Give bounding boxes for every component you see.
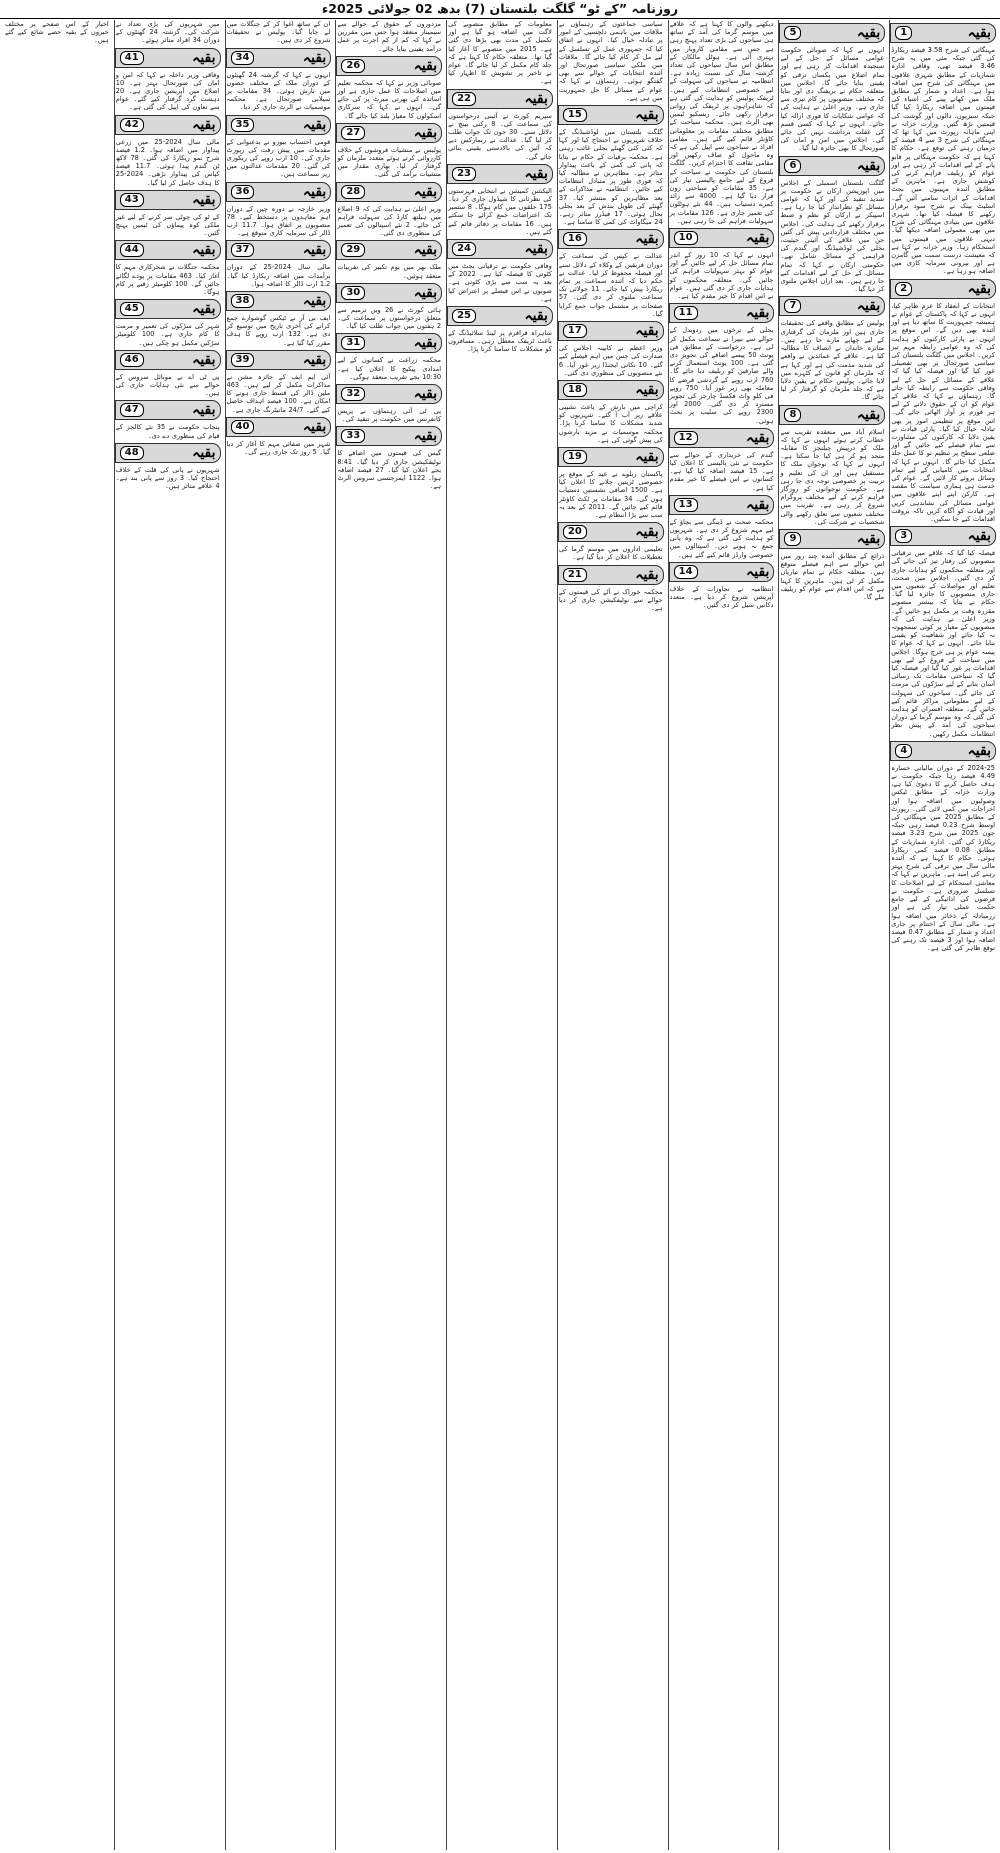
banner-word: بقیہ	[746, 496, 770, 513]
continuation-block	[779, 23, 885, 153]
continuation-block	[336, 182, 442, 238]
continuation-block	[669, 562, 775, 610]
news-column	[4, 20, 110, 1850]
banner-number: 5	[784, 26, 801, 40]
continuation-block	[226, 20, 332, 45]
article-text: عدالت نے کیس کی سماعت کے دوران فریقین کے وکلاء کے دلائل سنے اور فیصلہ محفوظ کر لیا۔ عدالت نے حکم دیا کہ آئندہ سماعت پر تمام ریکارڈ پیش کیا جائے۔ 11 جولائی تک سماعت ملتوی کر دی گئی۔ 57 صفحات پر مشتمل جواب جمع کرایا گیا۔	[558, 252, 663, 318]
article-text: پاکستان ریلوے نے عید کے موقع پر خصوصی ٹرینیں چلانے کا اعلان کیا ہے۔ 1500 اضافی نشستیں دستیاب ہوں گی۔ 34 مقامات پر ٹکٹ کاؤنٹر قائم کیے جائیں گے۔ 2011 کے بعد یہ سب سے بڑا انتظام ہے۔	[558, 469, 663, 519]
banner-number: 41	[120, 51, 144, 65]
continuation-block	[558, 565, 664, 613]
continuation-block	[558, 20, 664, 102]
banner-number: 34	[231, 51, 255, 65]
banner-word: بقیہ	[967, 528, 991, 545]
continuation-block	[558, 447, 664, 519]
banner-word: بقیہ	[192, 402, 216, 419]
continuation-block	[558, 522, 664, 561]
article-text: محکمہ صحت نے ڈینگی سے بچاؤ کے لیے مہم شروع کر دی ہے۔ شہریوں کو ہدایت کی گئی ہے کہ وہ پانی جمع نہ ہونے دیں۔ اسپتالوں میں خصوصی وارڈز قائم کیے گئے ہیں۔	[669, 517, 774, 559]
banner-word: بقیہ	[524, 308, 548, 325]
continuation-block	[558, 105, 664, 226]
banner-word: بقیہ	[413, 284, 438, 301]
banner-number: 37	[231, 243, 255, 257]
banner-number: 17	[563, 324, 587, 338]
continuation-block	[226, 291, 332, 347]
article-text: شہریوں نے پانی کی قلت کے خلاف احتجاج کیا۔ 3 روز سے پانی بند ہے۔ 4 علاقے متاثر ہیں۔	[115, 465, 220, 491]
banner-word: بقیہ	[856, 406, 881, 423]
article-text: کراچی میں بارش کے باعث نشیبی علاقے زیر آب آ گئے۔ شہریوں کو شدید مشکلات کا سامنا کرنا پڑا۔ محکمہ موسمیات نے مزید بارشوں کی پیش گوئی کی ہے۔	[558, 402, 663, 444]
banner-number: 11	[674, 306, 698, 320]
news-column	[335, 20, 442, 1850]
continuation-banner	[890, 741, 996, 761]
article-text: آئی ایم ایف کے جائزہ مشن نے مذاکرات مکمل کر لیے ہیں۔ 463 ملین ڈالر کی قسط جاری ہونے کا امکان ہے۔ 100 فیصد اہداف حاصل کیے گئے۔ 24/7 مانیٹرنگ جاری ہے۔	[226, 372, 331, 414]
continuation-banner	[336, 123, 442, 143]
continuation-block	[447, 164, 553, 236]
banner-number: 26	[341, 59, 365, 73]
article-text: پولیس کے مطابق واقعے کی تحقیقات جاری ہیں اور ملزمان کی گرفتاری کے لیے چھاپے مارے جا رہے ہیں۔ متاثرہ خاندان نے انصاف کا مطالبہ کیا ہے۔ علاقے کے عمائدین نے واقعے کی شدید مذمت کی ہے اور کہا ہے کہ ملزمان کو قانون کے کٹہرے میں لایا جائے۔ پولیس حکام نے یقین دلایا ہے کہ جلد ملزمان کو گرفتار کر لیا جائے گا۔	[780, 319, 885, 402]
article-text: گلگت بلتستان اسمبلی کے اجلاس میں اپوزیشن ارکان نے حکومت پر شدید تنقید کی اور کہا کہ عوامی مسائل کو نظرانداز کیا جا رہا ہے۔ اسپیکر نے ارکان کو نظم و ضبط برقرار رکھنے کی ہدایت کی۔ اجلاس میں مختلف قراردادیں پیش کی گئیں جن میں علاقے کی آئینی حیثیت، بجلی کی لوڈشیڈنگ اور گندم کی فراہمی کے مسائل شامل تھے۔ حکومتی ارکان نے کہا کہ تمام مسائل کے حل کے لیے اقدامات کیے جا رہے ہیں۔ بعد ازاں اجلاس ملتوی کر دیا گیا۔	[780, 178, 885, 294]
continuation-block	[115, 115, 221, 187]
article-text: شہر کی سڑکوں کی تعمیر و مرمت کا کام جاری ہے۔ 100 کلومیٹر سڑکیں مکمل ہو چکی ہیں۔	[115, 322, 220, 347]
continuation-banner	[226, 48, 332, 68]
continuation-banner	[115, 115, 221, 135]
article-text: مہنگائی کی شرح 3.58 فیصد ریکارڈ کی گئی جبکہ مئی میں یہ شرح 3.46 فیصد تھی، وفاقی ادارہ شماریات کے مطابق شہری علاقوں میں مہنگائی کی شرح میں اضافہ ہوا ہے۔ اعداد و شمار کے مطابق ملک میں کھانے پینے کی اشیاء کی قیمتوں میں اضافہ ریکارڈ کیا گیا جبکہ سبزیوں، دالوں اور گوشت کی قیمتیں بڑھ گئیں۔ وزارت خزانہ نے اپنی ماہانہ رپورٹ میں کہا تھا کہ مہنگائی کی شرح 3 سے 4 فیصد کے درمیان رہنے کی توقع ہے۔ حکام کا کہنا ہے کہ حکومت مہنگائی پر قابو پانے کے لیے اقدامات کر رہی ہے اور عوام کو ریلیف فراہم کرنے کی کوشش جاری ہے۔ ماہرین کے مطابق آئندہ مہینوں میں بجٹ اقدامات کے اثرات سامنے آئیں گے۔ اسٹیٹ بینک نے شرح سود برقرار رکھنے کا فیصلہ کیا تھا۔ شہری علاقوں میں بنیادی مہنگائی کی شرح میں بھی معمولی اضافہ دیکھا گیا۔ دیہی علاقوں میں قیمتوں میں استحکام رہا۔ وزیر خزانہ نے کہا ہے کہ معیشت درست سمت میں گامزن ہے اور بیرونی سرمایہ کاری میں اضافہ ہو رہا ہے۔	[891, 46, 995, 276]
continuation-block	[779, 529, 885, 601]
continuation-block	[336, 240, 442, 279]
page-header: روزنامہ ”کے ٹو“ گلگت بلتستان (7) بدھ 02 جولائی 2025ء	[0, 0, 1000, 19]
continuation-block	[669, 228, 775, 300]
continuation-block	[336, 333, 442, 381]
continuation-block	[669, 495, 775, 559]
continuation-banner	[669, 228, 775, 248]
banner-word: بقیہ	[192, 351, 216, 368]
banner-number: 2	[895, 282, 912, 296]
article-text: محکمہ خوراک نے آٹے کی قیمتوں کے حوالے سے نوٹیفکیشن جاری کر دیا ہے۔	[558, 587, 663, 612]
banner-number: 10	[674, 231, 698, 245]
banner-number: 8	[784, 408, 801, 422]
continuation-block	[226, 182, 332, 238]
continuation-banner	[558, 229, 664, 249]
banner-word: بقیہ	[967, 742, 991, 759]
article-text: مالی سال 2024-25 کے دوران برآمدات میں اضافہ ریکارڈ کیا گیا۔ 1.2 ارب ڈالر کا اضافہ ہوا۔	[226, 263, 331, 288]
banner-number: 14	[674, 565, 698, 579]
continuation-banner	[447, 89, 553, 109]
continuation-banner	[447, 164, 553, 184]
news-column	[114, 20, 221, 1850]
banner-word: بقیہ	[524, 165, 548, 182]
banner-word: بقیہ	[967, 25, 991, 41]
banner-number: 21	[563, 568, 587, 582]
banner-number: 39	[231, 353, 255, 367]
banner-number: 35	[231, 118, 255, 132]
banner-word: بقیہ	[746, 563, 770, 580]
banner-number: 1	[895, 26, 912, 40]
banner-number: 3	[895, 529, 912, 543]
continuation-block	[669, 303, 775, 424]
continuation-block	[115, 299, 221, 347]
banner-number: 15	[563, 108, 587, 122]
banner-number: 44	[120, 243, 144, 257]
article-text: شہر میں صفائی مہم کا آغاز کر دیا گیا۔ 5 روز تک جاری رہے گی۔	[226, 439, 331, 457]
news-column	[668, 20, 775, 1850]
banner-word: بقیہ	[856, 157, 881, 174]
article-text: الیکشن کمیشن نے انتخابی فہرستوں کی نظرثانی کا شیڈول جاری کر دیا۔ 175 حلقوں میں کام ہوگا۔ 8 ستمبر تک اعتراضات جمع کرائے جا سکتے ہیں۔ 16 مقامات پر دفاتر قائم کیے گئے ہیں۔	[448, 186, 552, 236]
banner-number: 4	[895, 744, 912, 758]
article-text: انتخابات کے انعقاد کا عزم ظاہر کیا، انہوں نے کہا کہ پاکستان کے عوام نے ہمیشہ جمہوریت کا ساتھ دیا ہے اور آئندہ بھی دیں گے۔ اس موقع پر انہوں نے پارٹی کارکنوں کو ہدایت کی کہ وہ عوامی رابطہ مہم تیز کریں۔ اجلاس میں گلگت بلتستان کی سیاسی صورتحال پر بھی تفصیلی غور کیا گیا اور فیصلہ کیا گیا کہ علاقے کے مسائل کے حل کے لیے وفاقی حکومت سے رابطہ کیا جائے گا۔ رہنماؤں نے کہا کہ علاقے کے عوام کو ان کے حقوق دلانے کے لیے ہر فورم پر آواز اٹھائی جائے گی۔ اس موقع پر تنظیمی امور پر بھی تبادلہ خیال کیا گیا۔ پارٹی قیادت نے یقین دلایا کہ کارکنوں کی مشاورت سے تمام فیصلے کیے جائیں گے اور ضلعی سطح پر تنظیم نو کا عمل جلد مکمل کیا جائے گا۔ انہوں نے کہا کہ انتخابات میں کامیابی کے لیے تمام وسائل بروئے کار لائیں گے۔ عوام کی خدمت ہی ہماری سیاست کا مقصد ہے۔ کارکن اپنے اپنے علاقوں میں عوامی مسائل کی نشاندہی کریں اور قیادت کو آگاہ کریں تاکہ بروقت اقدامات کیے جا سکیں۔	[891, 301, 995, 523]
continuation-block	[226, 48, 332, 112]
continuation-banner	[558, 522, 664, 542]
banner-number: 27	[341, 126, 365, 140]
continuation-block	[226, 115, 332, 179]
banner-word: بقیہ	[302, 242, 327, 259]
banner-word: بقیہ	[302, 116, 327, 133]
columns-container	[2, 20, 998, 1850]
continuation-block	[115, 443, 221, 491]
article-text: وفاقی حکومت نے ترقیاتی بجٹ میں کٹوتی کا فیصلہ کیا ہے۔ 2022 کے بعد یہ سب سے بڑی کٹوتی ہے۔ صوبوں نے اس فیصلے پر اعتراض کیا ہے۔	[448, 262, 552, 303]
article-text: ایف بی آر نے ٹیکس گوشوارے جمع کرانے کی آخری تاریخ میں توسیع کر دی ہے۔ 132 ارب روپے کا ہدف مقرر کیا گیا ہے۔	[226, 314, 331, 347]
article-text: پولیس نے منشیات فروشوں کے خلاف کارروائی کرتے ہوئے متعدد ملزمان کو گرفتار کر لیا۔ بھاری مقدار میں منشیات برآمد کی گئی۔	[337, 145, 442, 179]
continuation-block	[115, 400, 221, 439]
continuation-block	[447, 20, 553, 86]
continuation-block	[336, 283, 442, 331]
banner-number: 31	[341, 336, 365, 350]
banner-number: 40	[231, 420, 255, 434]
banner-word: بقیہ	[746, 429, 770, 446]
continuation-block	[447, 239, 553, 303]
continuation-banner	[226, 417, 332, 437]
continuation-block	[336, 20, 442, 53]
news-column	[446, 20, 553, 1850]
article-text: گندم کی خریداری کے حوالے سے حکومت نے نئی پالیسی کا اعلان کیا ہے۔ 15 فیصد اضافہ کیا گیا ہے۔ کسانوں نے اس فیصلے کا خیر مقدم کیا ہے۔	[669, 450, 774, 492]
continuation-banner	[779, 156, 885, 176]
article-text: تعلیمی اداروں میں موسم گرما کی تعطیلات کا اعلان کر دیا گیا ہے۔	[558, 545, 663, 562]
banner-word: بقیہ	[302, 418, 327, 435]
banner-word: بقیہ	[746, 230, 770, 247]
banner-word: بقیہ	[635, 524, 659, 541]
continuation-banner	[336, 426, 442, 446]
article-text: انتظامیہ نے تجاوزات کے خلاف آپریشن شروع کر دیا ہے۔ متعدد دکانیں سیل کر دی گئیں۔	[669, 584, 774, 610]
continuation-banner	[890, 23, 996, 43]
banner-number: 18	[563, 383, 587, 397]
news-column	[889, 20, 996, 1850]
article-text: وزیر اعظم نے کابینہ اجلاس کی صدارت کی جس میں اہم فیصلے کیے گئے۔ 10 نکاتی ایجنڈا زیر غور آیا۔ 6 نئے منصوبوں کی منظوری دی گئی۔	[558, 344, 663, 377]
continuation-block	[447, 306, 553, 354]
continuation-block	[779, 405, 885, 526]
banner-word: بقیہ	[192, 242, 216, 259]
article-text: مالی سال 2024-25 میں زرعی پیداوار میں اضافہ ہوا۔ 1.2 فیصد شرح نمو ریکارڈ کی گئی۔ 78 لاکھ ٹن گندم پیدا ہوئی۔ 11.7 فیصد کپاس کی پیداوار بڑھی۔ 2024-25 کا ہدف حاصل کر لیا گیا۔	[115, 137, 220, 187]
continuation-banner	[669, 303, 775, 323]
banner-word: بقیہ	[413, 183, 438, 200]
continuation-block	[115, 190, 221, 238]
continuation-banner	[447, 239, 553, 259]
continuation-banner	[558, 105, 664, 125]
banner-number: 47	[120, 403, 144, 417]
continuation-block	[336, 123, 442, 179]
banner-word: بقیہ	[192, 191, 216, 208]
continuation-banner	[447, 306, 553, 326]
continuation-block	[447, 89, 553, 161]
continuation-banner	[226, 350, 332, 370]
continuation-block	[890, 526, 996, 738]
banner-number: 16	[563, 232, 587, 246]
continuation-banner	[336, 240, 442, 260]
article-text: سیاسی جماعتوں کے رہنماؤں نے ملاقات میں باہمی دلچسپی کے امور پر تبادلہ خیال کیا۔ انہوں نے اتفاق کیا کہ جمہوری عمل کے تسلسل کے لیے مل کر کام کیا جائے گا۔ ملاقات میں ملکی سیاسی صورتحال اور آئندہ انتخابات کے حوالے سے بھی گفتگو ہوئی۔ رہنماؤں نے کہا کہ عوام کے مسائل کا حل جمہوریت میں ہی ہے۔	[558, 20, 663, 102]
continuation-block	[779, 296, 885, 401]
article-text: محکمہ زراعت نے کسانوں کے لیے امدادی پیکیج کا اعلان کیا ہے۔ 10:30 بجے تقریب منعقد ہوگی۔	[337, 356, 442, 381]
banner-word: بقیہ	[192, 116, 216, 133]
article-text: مزدوروں کے حقوق کے حوالے سے سیمینار منعقد ہوا جس میں مقررین نے کہا کہ کم از کم اجرت پر عمل درآمد یقینی بنایا جائے۔	[337, 20, 442, 53]
banner-number: 36	[231, 185, 255, 199]
continuation-banner	[669, 562, 775, 582]
banner-number: 30	[341, 286, 365, 300]
banner-word: بقیہ	[413, 335, 438, 352]
continuation-block	[558, 380, 664, 444]
news-column	[778, 20, 885, 1850]
banner-number: 32	[341, 387, 365, 401]
banner-number: 20	[563, 525, 587, 539]
article-text: صوبائی وزیر نے کہا کہ محکمہ تعلیم میں اصلاحات کا عمل جاری ہے اور اساتذہ کی بھرتی میرٹ پر کی جائے گی۔ انہوں نے کہا کہ سرکاری اسکولوں کا معیار بلند کیا جائے گا۔	[337, 78, 442, 120]
article-text: پنجاب حکومت نے 35 نئے کالجز کے قیام کی منظوری دے دی۔	[115, 423, 220, 440]
continuation-banner	[115, 350, 221, 370]
banner-word: بقیہ	[856, 298, 881, 315]
article-text: وزیر اعلیٰ نے ہدایت کی کہ 9 اضلاع میں ہیلتھ کارڈ کی سہولت فراہم کی جائے۔ 2 نئے اسپتالوں کی تعمیر کی منظوری دی گئی۔	[337, 204, 442, 238]
article-text: قومی احتساب بیورو نے بدعنوانی کے مقدمات میں پیش رفت کی رپورٹ جاری کی۔ 10 ارب روپے کی ریکوری کی گئی۔ 20 مقدمات عدالتوں میں زیر سماعت ہیں۔	[226, 137, 331, 179]
banner-number: 12	[674, 431, 698, 445]
continuation-block	[115, 48, 221, 112]
article-text: انہوں نے کہا کہ گزشتہ 24 گھنٹوں کے دوران ملک کے مختلف حصوں میں بارش ہوئی۔ 34 مقامات پر سیلابی صورتحال ہے۔ محکمہ موسمیات نے الرٹ جاری کر دیا۔	[226, 70, 331, 112]
continuation-banner	[115, 240, 221, 260]
article-text: کے ٹو کی چوٹی سر کرنے کے لیے غیر ملکی کوہ پیماؤں کی ٹیمیں پہنچ گئیں۔	[115, 212, 220, 238]
continuation-banner	[669, 428, 775, 448]
banner-number: 7	[784, 299, 801, 313]
banner-number: 46	[120, 353, 144, 367]
continuation-banner	[226, 291, 332, 311]
article-text: گیس کی قیمتوں میں اضافے کا نوٹیفکیشن جاری کر دیا گیا۔ 8:41 بجے اعلان کیا گیا۔ 27 فیصد اضافہ ہوا۔ 1122 ایمرجنسی سروس الرٹ ہے۔	[337, 449, 442, 491]
banner-word: بقیہ	[856, 530, 881, 547]
continuation-banner	[115, 48, 221, 68]
continuation-block	[226, 417, 332, 456]
banner-word: بقیہ	[413, 242, 438, 259]
article-text: اسلام آباد میں منعقدہ تقریب سے خطاب کرتے ہوئے انہوں نے کہا کہ ملک کو درپیش چیلنجز کا مقابلہ متحد ہو کر ہی کیا جا سکتا ہے۔ انہوں نے کہا کہ نوجوان ملک کا مستقبل ہیں اور ان کی تعلیم و تربیت پر خصوصی توجہ دی جا رہی ہے۔ حکومت نوجوانوں کو روزگار فراہم کرنے کے لیے مختلف پروگرام شروع کر رہی ہے۔ تقریب میں مختلف شعبوں سے تعلق رکھنے والی شخصیات نے شرکت کی۔	[780, 427, 885, 526]
continuation-block	[336, 384, 442, 423]
banner-word: بقیہ	[192, 301, 216, 318]
banner-word: بقیہ	[967, 280, 991, 297]
banner-number: 25	[452, 309, 476, 323]
banner-number: 48	[120, 446, 144, 460]
continuation-banner	[669, 495, 775, 515]
continuation-block	[4, 20, 110, 45]
continuation-banner	[115, 299, 221, 319]
continuation-banner	[115, 400, 221, 420]
banner-word: بقیہ	[746, 305, 770, 322]
continuation-block	[890, 741, 996, 953]
banner-word: بقیہ	[635, 448, 659, 465]
continuation-banner	[336, 56, 442, 76]
continuation-block	[558, 229, 664, 318]
article-text: ملک بھر میں یوم تکبیر کی تقریبات منعقد ہوئیں۔	[337, 263, 442, 280]
article-text: میں شہریوں کی بڑی تعداد نے شرکت کی۔ گزشتہ 24 گھنٹوں کے دوران 34 افراد متاثر ہوئے۔	[115, 20, 220, 45]
continuation-block	[779, 156, 885, 294]
continuation-block	[558, 321, 664, 377]
article-text: فیصلہ کیا گیا کہ علاقے میں ترقیاتی منصوبوں کی رفتار تیز کی جائے گی اور متعلقہ محکموں کو ہدایات جاری کر دی گئیں۔ اجلاس میں صحت، تعلیم اور مواصلات کے شعبوں میں جاری منصوبوں کا جائزہ لیا گیا۔ حکام نے بتایا کہ بیشتر منصوبے مقررہ وقت پر مکمل ہو جائیں گے۔ وزیر اعلیٰ نے ہدایت کی کہ منصوبوں کے معیار پر کوئی سمجھوتہ نہ کیا جائے اور شفافیت کو یقینی بنایا جائے۔ انہوں نے کہا کہ عوام کا پیسہ عوام پر ہی خرچ ہوگا۔ اجلاس میں سیاحت کے فروغ کے لیے بھی اقدامات پر غور کیا گیا اور فیصلہ کیا گیا کہ سیاحتی مقامات تک رسائی آسان بنانے کے لیے سڑکوں کی مرمت کی جائے گی۔ سیاحوں کی سہولت کے لیے معلوماتی مراکز قائم کیے جائیں گے۔ متعلقہ افسران کو ہدایت کی گئی کہ وہ موسم گرما کے دوران سیاحوں کی آمد کے پیش نظر انتظامات مکمل رکھیں۔	[891, 549, 995, 738]
article-text: انہوں نے کہا کہ صوبائی حکومت عوامی مسائل کے حل کے لیے سنجیدہ اقدامات کر رہی ہے اور تمام اضلاع میں یکساں ترقی کو یقینی بنایا جائے گا۔ اجلاس میں متعلقہ حکام نے بریفنگ دی اور بتایا کہ مختلف منصوبوں پر کام تیزی سے جاری ہے۔ وزیر اعلیٰ نے ہدایت کی کہ عوامی شکایات کا فوری ازالہ کیا جائے۔ انہوں نے کہا کہ کسی قسم کی غفلت برداشت نہیں کی جائے گی۔ اجلاس میں امن و امان کی صورتحال کا بھی جائزہ لیا گیا۔	[780, 46, 885, 153]
news-column	[225, 20, 332, 1850]
banner-number: 43	[120, 193, 144, 207]
continuation-banner	[336, 283, 442, 303]
continuation-banner	[115, 443, 221, 463]
article-text: سپریم کورٹ نے آئینی درخواستوں کی سماعت کی۔ 8 رکنی بینچ نے دلائل سنے۔ 30 جون تک جواب طلب کر لیا گیا۔ عدالت نے ریمارکس دیے کہ آئین کی بالادستی یقینی بنائی جائے گی۔	[448, 111, 552, 161]
continuation-block	[669, 428, 775, 492]
banner-number: 45	[120, 302, 144, 316]
banner-number: 22	[452, 92, 476, 106]
article-text: ہائی کورٹ نے 26 ویں ترمیم سے متعلق درخواستوں پر سماعت کی۔ 2 ہفتوں میں جواب طلب کیا گیا۔	[337, 305, 442, 331]
continuation-banner	[779, 405, 885, 425]
continuation-banner	[226, 240, 332, 260]
banner-number: 13	[674, 498, 698, 512]
continuation-block	[115, 350, 221, 398]
article-text: 2024-25 کے دوران مالیاتی خسارہ 4.49 فیصد رہا جبکہ حکومت نے ہدف حاصل کرنے کا دعویٰ کیا ہے، وزارت خزانہ کے مطابق ٹیکس وصولیوں میں اضافہ ہوا اور اخراجات میں کمی لائی گئی۔ رپورٹ کے مطابق 2025 میں مہنگائی کی اوسط شرح 0.23 فیصد رہی جبکہ جون 2025 میں شرح 3.23 فیصد ریکارڈ کی گئی۔ ادارہ شماریات کے مطابق 0.08 فیصد کمی ریکارڈ ہوئی۔ حکام کا کہنا ہے کہ آئندہ مالی سال میں ترقی کی شرح بہتر رہنے کی امید ہے۔ ماہرین نے کہا کہ معاشی استحکام کے لیے اصلاحات کا تسلسل ضروری ہے۔ حکومت نے قرضوں کی ادائیگی کے لیے جامع حکمت عملی تیار کی ہے اور زرمبادلہ کے ذخائر میں اضافہ ہوا ہے۔ مالی سال کے اختتام پر جاری اعداد و شمار کے مطابق 0.47 فیصد اضافہ ہوا اور 3 فیصد تک رہنے کی توقع ظاہر کی گئی ہے۔	[891, 763, 996, 953]
banner-number: 6	[784, 159, 801, 173]
continuation-banner	[558, 321, 664, 341]
banner-word: بقیہ	[635, 231, 659, 248]
banner-word: بقیہ	[635, 566, 659, 583]
continuation-banner	[226, 115, 332, 135]
banner-word: بقیہ	[635, 381, 659, 398]
banner-word: بقیہ	[856, 25, 881, 41]
article-text: پی ٹی اے نے موبائل سروس کے حوالے سے نئی ہدایات جاری کی ہیں۔	[115, 372, 220, 398]
continuation-banner	[558, 380, 664, 400]
article-text: گلگت بلتستان میں لوڈشیڈنگ کے خلاف شہریوں نے احتجاج کیا اور کہا کہ کئی کئی گھنٹے بجلی غائب رہتی ہے۔ محکمہ برقیات کے حکام نے بتایا کہ پانی کی کمی کے باعث پیداوار متاثر ہے۔ مظاہرین نے مطالبہ کیا کہ فوری طور پر متبادل انتظامات کیے جائیں۔ انتظامیہ نے مذاکرات کے بعد مظاہرین کو منتشر کیا۔ 37 گھنٹے کی طویل بندش کے بعد بجلی بحال ہوئی۔ 17 فیڈرز متاثر رہے۔ 24 میگاواٹ کی کمی کا سامنا ہے۔	[558, 128, 663, 227]
news-column	[557, 20, 664, 1850]
banner-word: بقیہ	[635, 107, 659, 124]
article-text: ان کے ساتھ اغوا کر کے جنگلات میں لے جایا گیا۔ پولیس نے تحقیقات شروع کر دی ہیں۔	[226, 20, 331, 45]
continuation-banner	[558, 447, 664, 467]
continuation-block	[115, 20, 221, 45]
article-text: وزیر خارجہ نے دورہ چین کے دوران اہم معاہدوں پر دستخط کیے۔ 78 منصوبوں پر اتفاق ہوا۔ 11.7 ارب ڈالر کی سرمایہ کاری متوقع ہے۔	[226, 204, 331, 238]
continuation-block	[669, 20, 775, 225]
continuation-block	[336, 426, 442, 490]
banner-word: بقیہ	[302, 183, 327, 200]
banner-number: 24	[452, 242, 476, 256]
banner-word: بقیہ	[302, 293, 327, 310]
article-text: وفاقی وزیر داخلہ نے کہا کہ امن و امان کی صورتحال بہتر ہے۔ 10 اضلاع میں آپریشن جاری ہے۔ 20 دہشت گرد گرفتار کیے گئے۔ عوام سے تعاون کی اپیل کی گئی ہے۔	[115, 70, 220, 112]
continuation-block	[226, 240, 332, 288]
banner-number: 38	[231, 294, 255, 308]
continuation-banner	[890, 526, 996, 546]
banner-word: بقیہ	[192, 444, 216, 461]
continuation-banner	[336, 384, 442, 404]
banner-word: بقیہ	[524, 241, 548, 258]
banner-word: بقیہ	[635, 323, 659, 340]
continuation-banner	[226, 182, 332, 202]
continuation-banner	[336, 182, 442, 202]
article-text: محکمہ جنگلات نے شجرکاری مہم کا آغاز کیا۔ 463 مقامات پر پودے لگائے جائیں گے۔ 100 کلومیٹر رقبے پر کام ہوگا۔	[115, 263, 220, 297]
banner-number: 23	[452, 167, 476, 181]
banner-word: بقیہ	[413, 428, 438, 445]
banner-number: 29	[341, 243, 365, 257]
continuation-block	[115, 240, 221, 296]
banner-word: بقیہ	[302, 49, 327, 66]
continuation-banner	[779, 529, 885, 549]
continuation-banner	[336, 333, 442, 353]
continuation-block	[890, 279, 996, 523]
article-text: بجلی کے نرخوں میں ردوبدل کے حوالے سے نیپرا نے سماعت مکمل کر لی ہے۔ درخواست کے مطابق فی یونٹ 50 پیسے اضافے کی تجویز دی گئی ہے۔ 100 یونٹ استعمال کرنے والے صارفین کو ریلیف دیا جائے گا۔ 760 ارب روپے کے گردشی قرضے کا معاملہ بھی زیر غور آیا۔ 750 روپے فی کلو واٹ فکسڈ چارجز کی تجویز مسترد کر دی گئی۔ 2000 اور 2300 روپے کی سلیب پر بحث ہوئی۔	[669, 326, 774, 425]
article-text: ذرائع کے مطابق آئندہ چند روز میں اس حوالے سے اہم فیصلے متوقع ہیں۔ متعلقہ حکام نے تمام تیاریاں مکمل کر لی ہیں۔ ماہرین کا کہنا ہے کہ اس اقدام سے عوام کو ریلیف ملے گا۔	[780, 551, 885, 601]
article-text: معلومات کے مطابق منصوبے کی لاگت میں اضافہ ہو گیا ہے اور تکمیل کی مدت بھی بڑھا دی گئی ہے۔ 2015 میں منصوبے کا آغاز کیا گیا تھا۔ متعلقہ حکام کا کہنا ہے کہ جلد کام مکمل کر لیا جائے گا۔ عوام نے تاخیر پر تشویش کا اظہار کیا ہے۔	[448, 20, 552, 86]
banner-word: بقیہ	[413, 386, 438, 403]
banner-word: بقیہ	[413, 124, 438, 141]
article-text: دیکھنے والوں کا کہنا ہے کہ علاقے میں موسم گرما کی آمد کے ساتھ ہی سیاحوں کی بڑی تعداد پہنچ رہی ہے جس سے مقامی کاروبار میں بہتری آئی ہے۔ ہوٹل مالکان کے مطابق اس سال سیاحوں کی تعداد گزشتہ سال کی نسبت زیادہ ہے۔ انتظامیہ نے سیاحوں کی سہولت کے لیے خصوصی انتظامات کیے ہیں۔ ٹریفک پولیس کو ہدایت کی گئی ہے کہ شاہراہوں پر ٹریفک کی روانی برقرار رکھی جائے۔ ریسکیو ٹیمیں بھی الرٹ ہیں۔ محکمہ سیاحت کے مطابق مختلف مقامات پر معلوماتی کاؤنٹر قائم کیے گئے ہیں۔ مقامی افراد نے سیاحوں سے اپیل کی ہے کہ وہ ماحول کو صاف رکھیں اور مقامی ثقافت کا احترام کریں۔ گلگت بلتستان کی حکومت نے سیاحت کے فروغ کے لیے جامع پالیسی تیار کی ہے۔ 35 مقامات کو سیاحتی زون قرار دیا گیا ہے۔ 4000 سے زائد کمرے دستیاب ہیں۔ 44 نئے ہوٹلوں کی تعمیر جاری ہے۔ 126 مقامات پر سہولیات فراہم کی جا رہی ہیں۔	[669, 20, 774, 225]
banner-number: 42	[120, 118, 144, 132]
continuation-block	[226, 350, 332, 414]
banner-number: 9	[784, 532, 801, 546]
article-text: شاہراہ قراقرم پر لینڈ سلائیڈنگ کے باعث ٹریفک معطل رہی۔ مسافروں کو مشکلات کا سامنا کرنا پڑا۔	[448, 329, 552, 354]
banner-word: بقیہ	[413, 57, 438, 74]
continuation-block	[890, 23, 996, 276]
banner-number: 28	[341, 185, 365, 199]
continuation-banner	[115, 190, 221, 210]
banner-word: بقیہ	[524, 90, 548, 107]
article-text: اخبار کے اس صفحے پر مختلف خبروں کے بقیہ حصے شائع کیے گئے ہیں۔	[4, 20, 109, 45]
continuation-block	[336, 56, 442, 120]
continuation-banner	[779, 23, 885, 43]
continuation-banner	[890, 279, 996, 299]
banner-word: بقیہ	[302, 351, 327, 368]
banner-number: 19	[563, 450, 587, 464]
continuation-banner	[558, 565, 664, 585]
article-text: پی ٹی آئی رہنماؤں نے پریس کانفرنس میں حکومت پر تنقید کی۔	[337, 407, 442, 424]
banner-word: بقیہ	[192, 49, 216, 66]
article-text: انہوں نے کہا کہ 10 روز کے اندر تمام مسائل حل کر لیے جائیں گے اور عوام کو بہتر سہولیات فراہم کی جائیں گی۔ متعلقہ محکموں کو ہدایات جاری کر دی گئی ہیں۔ عوام نے اس اقدام کا خیر مقدم کیا ہے۔	[669, 251, 774, 301]
continuation-banner	[779, 296, 885, 316]
banner-number: 33	[341, 429, 365, 443]
